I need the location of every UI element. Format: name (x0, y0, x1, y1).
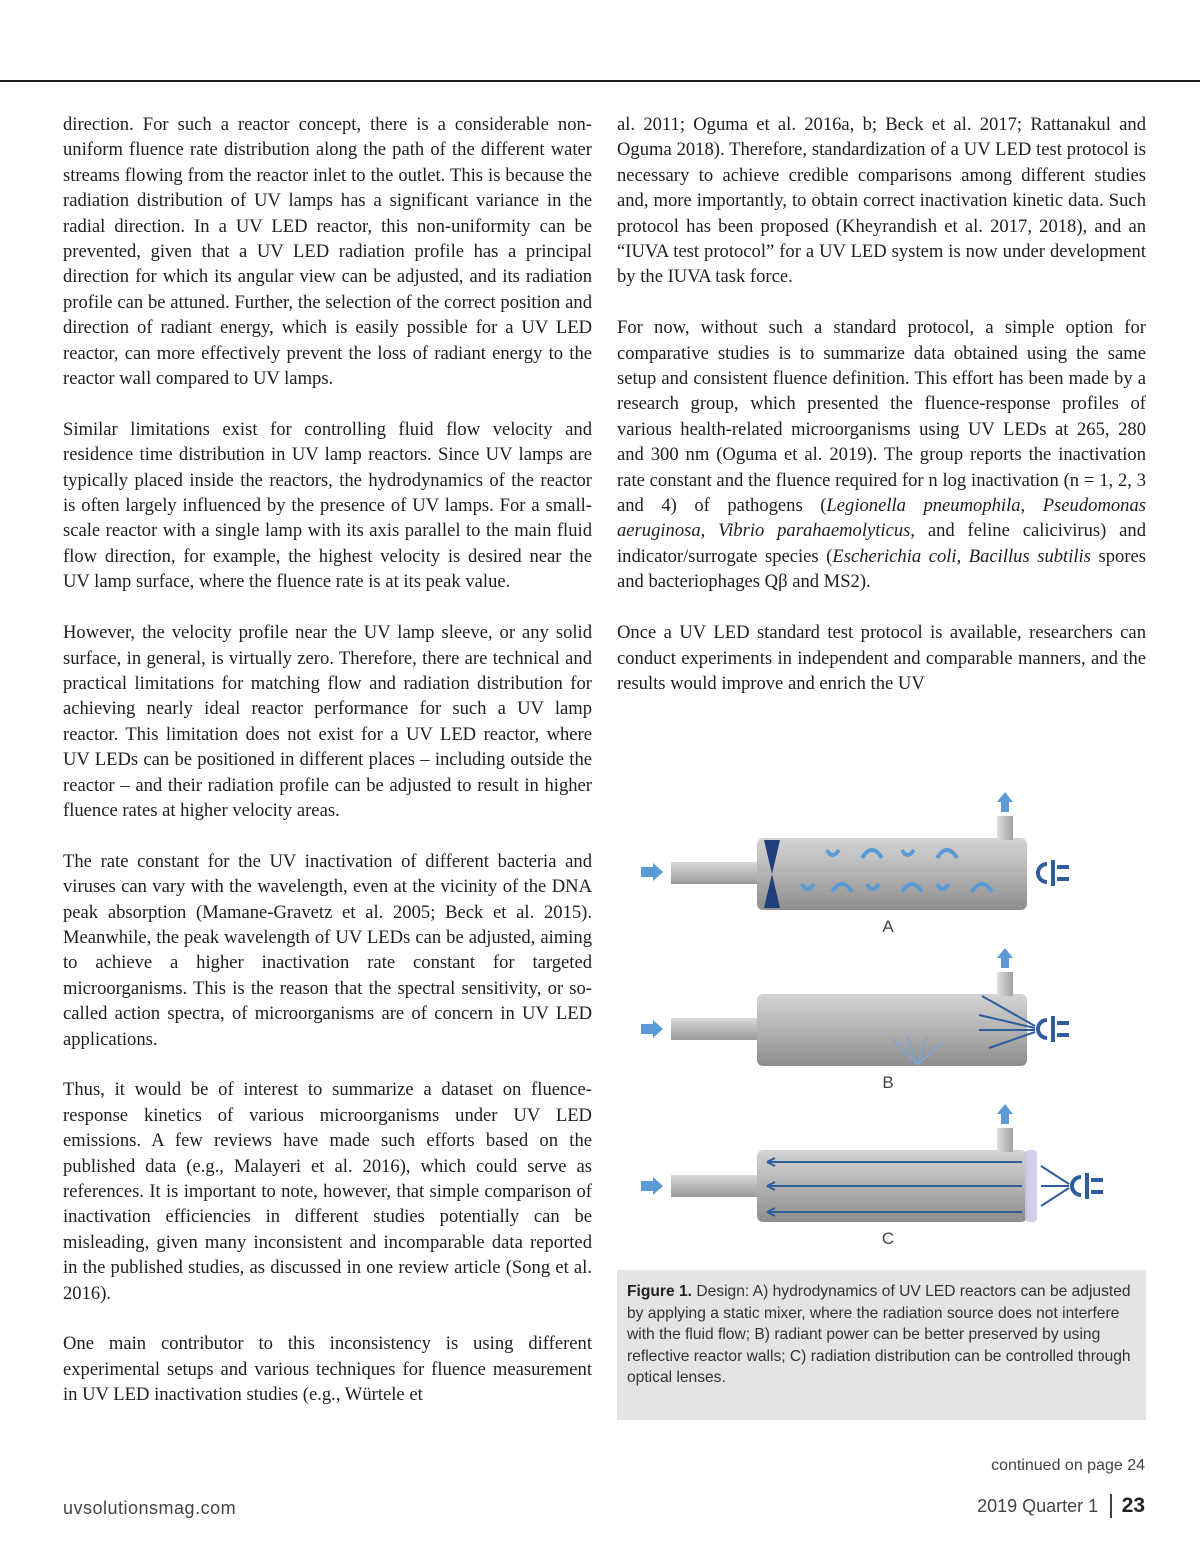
text-run: , (700, 520, 719, 542)
paragraph: Once a UV LED standard test protocol is available, researchers can conduct experiments in independent and comparable manners, and the results would improve and enrich the UV (617, 622, 1146, 694)
outlet-arrow (997, 1104, 1013, 1124)
page-number: 23 (1121, 1494, 1145, 1517)
species-name: Legionella pneumophila (826, 495, 1021, 517)
text-run: , (956, 545, 969, 567)
reactor-diagram (617, 780, 1146, 1260)
outlet-pipe (997, 972, 1013, 996)
paragraph: Similar limitations exist for controlling fluid flow velocity and residence time distribution in UV lamp reactors. Since UV lamps are typically placed inside the reactors, the hydrodynamics of the reactor is often largely influenced by the presence of UV lamps. For a small-scale reactor with a single lamp with its axis parallel to the main fluid flow direction, for example, the highest velocity is desired near the UV lamp surface, where the fluence rate is at its peak value. (63, 418, 592, 593)
reactor-body (757, 838, 1027, 910)
caption-text: Design: A) hydrodynamics of UV LED reactors can be adjusted by applying a static mixer, where the radiation source does not interfere with the fluid flow; B) radiant power can be better preserved by using reflective reactor walls; C) radiation distribution can be controlled through optical lenses. (627, 1283, 1131, 1386)
outlet-pipe (997, 1128, 1013, 1152)
paragraph: Thus, it would be of interest to summarize a dataset on fluence-response kinetics of various microorganisms under UV LED emissions. A few reviews have made such efforts based on the published data (e.g., Malayeri et al. 2016), which could serve as references. It is important to note, however, that simple comparison of inactivation efficiencies in different studies potentially can be misleading, given many inconsistent and incomparable data reported in the published studies, as discussed in one review article (Song et al. 2016). (63, 1079, 592, 1304)
right-column (617, 112, 1146, 696)
text-run: , and feline calicivirus) and indicator/surrogate species ( (617, 520, 1147, 567)
inlet-pipe (671, 1018, 761, 1040)
paragraph: However, the velocity profile near the UV lamp sleeve, or any solid surface, in general, is virtually zero. Therefore, there are technical and practical limitations for matching flow and radiation distribution for achieving nearly ideal reactor performance for such a UV lamp reactor. This limitation does not exist for a UV LED reactor, where UV LEDs can be positioned in different places – including outside the reactor – and their radiation profile can be adjusted to result in higher fluence rates at higher velocity areas. (63, 622, 592, 821)
inlet-arrow (641, 1177, 663, 1195)
outlet-pipe (997, 816, 1013, 840)
reactor-a (641, 792, 1069, 936)
species-name: Escherichia coli (832, 545, 957, 567)
paragraph: The rate constant for the UV inactivation of different bacteria and viruses can vary with the wavelength, even at the vicinity of the DNA peak absorption (Mamane-Gravetz et al. 2005; Beck et al. 2015). Meanwhile, the peak wavelength of UV LEDs can be adjusted, aiming to achieve a higher inactivation rate constant for targeted microorganisms. This is the reason that the spectral sensitivity, or so-called action spectra, of microorganisms are of concern in UV LED applications. (63, 850, 592, 1050)
uv-led-icon (1072, 1173, 1103, 1199)
reactor-b (641, 948, 1069, 1092)
reactor-figure (617, 780, 1146, 1260)
text-run: , (1020, 495, 1043, 517)
species-name: Vibrio parahaemolyticus (718, 520, 911, 542)
paragraph: al. 2011; Oguma et al. 2016a, b; Beck et al. 2017; Rattanakul and Oguma 2018). Therefore, standardization of a UV LED test protocol is necessary to achieve credible comparisons among different studies and, more importantly, to obtain correct inactivation kinetic data. Such protocol has been proposed (Kheyrandish et al. 2017, 2018), and an “IUVA test protocol” for a UV LED system is now under development by the IUVA task force. (617, 114, 1146, 288)
inlet-pipe (671, 862, 761, 884)
inlet-arrow (641, 863, 663, 881)
reactor-c (641, 1104, 1103, 1248)
paragraph: direction. For such a reactor concept, there is a considerable non-uniform fluence rate distribution along the path of the different water streams flowing from the reactor inlet to the outlet. This is because the radiation distribution of UV lamps has a significant variance in the radial direction. In a UV LED reactor, this non-uniformity can be prevented, given that a UV LED radiation profile has a principal direction for which its angular view can be adjusted, and its radiation profile can be attuned. Further, the selection of the correct position and direction of radiant energy, which is easily possible for a UV LED reactor, can more effectively prevent the loss of radiant energy to the reactor wall compared to UV lamps. (63, 114, 592, 390)
label-c: C (881, 1229, 895, 1248)
optical-lens (1025, 1150, 1037, 1222)
paragraph (617, 315, 1146, 594)
uv-led-icon (1038, 860, 1069, 886)
divider (1110, 1494, 1112, 1518)
outlet-arrow (997, 792, 1013, 812)
species-name: Pseudomonas aeruginosa (617, 495, 1146, 542)
continued-note: continued on page 24 (991, 1457, 1145, 1474)
species-name: Bacillus subtilis (968, 545, 1091, 567)
header-rule (0, 80, 1200, 82)
inlet-pipe (671, 1175, 761, 1197)
inlet-arrow (641, 1020, 663, 1038)
issue-label: 2019 Quarter 1 (977, 1495, 1099, 1516)
text-run: For now, without such a standard protocol, a simple option for comparative studies is to summarize data obtained using the same setup and consistent fluence definition. This effort has been made by a research group, which presented the fluence-response profiles of various health-related microorganisms using UV LEDs at 265, 280 and 300 nm (Oguma et al. 2019). The group reports the inactivation rate constant and the fluence required for n log inactivation (n = 1, 2, 3 and 4) of pathogens ( (617, 317, 1146, 517)
caption-label: Figure 1. (627, 1283, 692, 1300)
text-run: spores and bacteriophages Qβ and MS2). (617, 545, 1146, 593)
left-column (63, 112, 592, 1408)
label-b: B (882, 1073, 894, 1092)
figure-caption (617, 1270, 1146, 1420)
paragraph: One main contributor to this inconsistency is using different experimental setups and various techniques for fluence measurement in UV LED inactivation studies (e.g., Würtele et (63, 1333, 592, 1406)
footer-issue (977, 1494, 1145, 1518)
footer-site: uvsolutionsmag.com (63, 1498, 237, 1518)
label-a: A (882, 917, 894, 936)
uv-led-icon (1038, 1016, 1069, 1042)
outlet-arrow (997, 948, 1013, 968)
